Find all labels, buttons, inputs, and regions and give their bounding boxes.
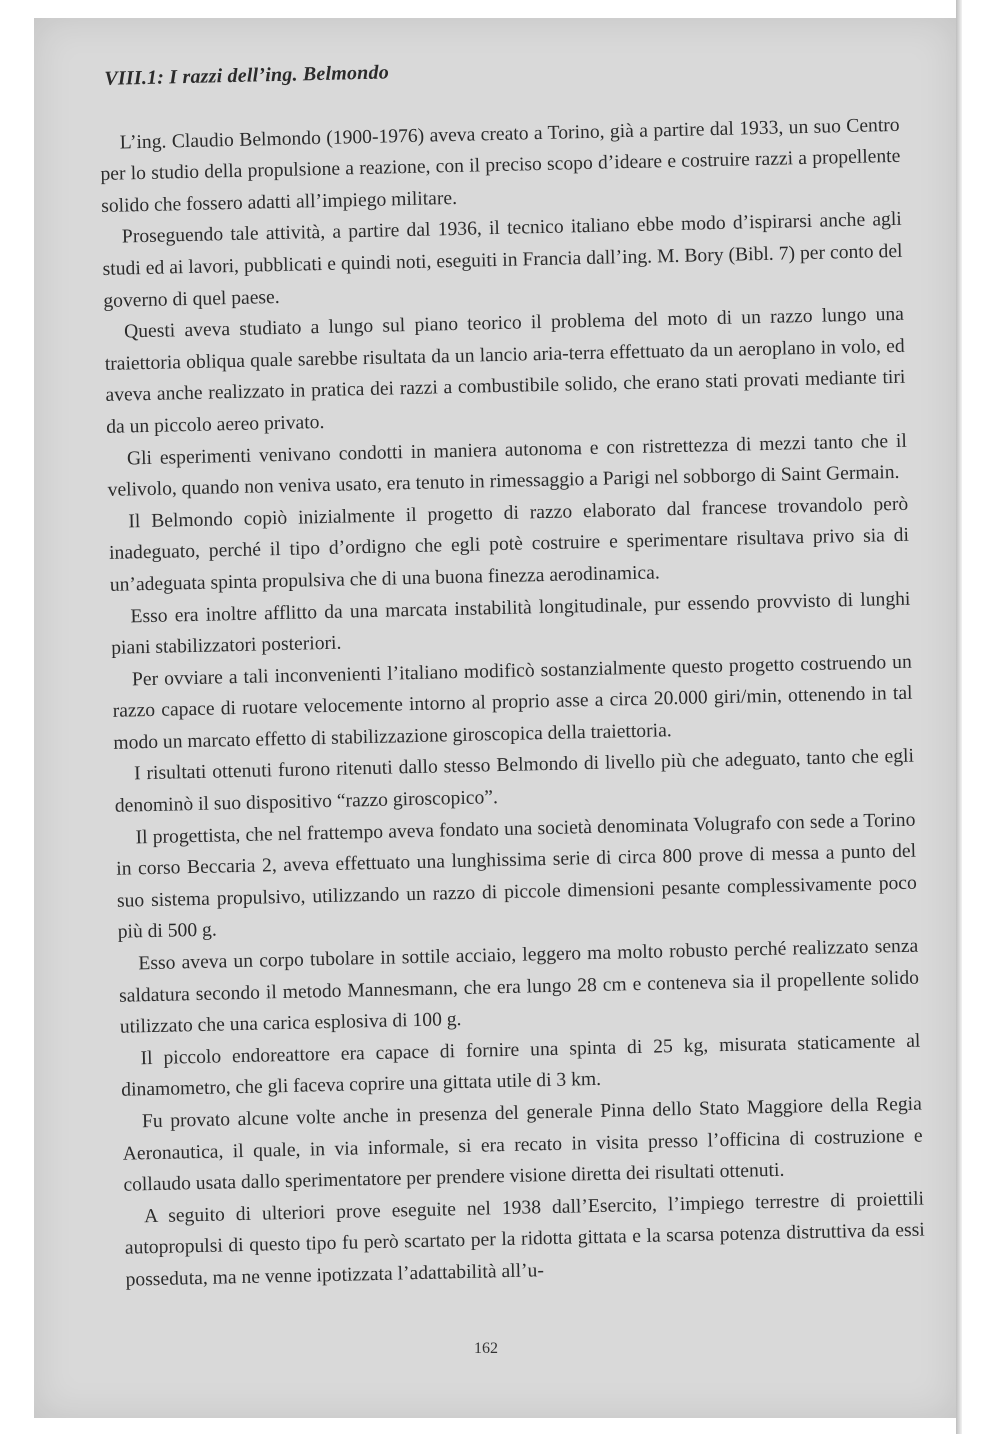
- paragraph: Questi aveva studiato a lungo sul piano teorico il problema del moto di un razzo lungo una traiettoria obliqua quale sarebbe risultata da un lancio aria-terra effettuato da un aeroplano in volo, ed aveva anche realizzato in pratica dei razzi a combustibile solido, che erano stati provati mediante tiri da un piccolo aereo privato.: [104, 303, 906, 438]
- binding-edge: [956, 0, 962, 1434]
- paragraph: Esso aveva un corpo tubolare in sottile acciaio, leggero ma molto robusto perché realizzato senza saldatura secondo il metodo Mannesmann, che era lungo 28 cm e conteneva sia il propellente solido utilizzato che una carica esplosiva di 100 g.: [118, 935, 920, 1038]
- paragraph: Proseguendo tale attività, a partire dal 1936, il tecnico italiano ebbe modo d’ispirarsi anche agli studi ed ai lavori, pubblicati e quindi noti, eseguiti in Francia dall’ing. M. Bory (Bibl. 7) per conto del governo di quel paese.: [102, 209, 903, 312]
- paragraph: Per ovviare a tali inconvenienti l’italiano modificò sostanzialmente questo progetto costruendo un razzo capace di ruotare velocemente intorno al proprio asse a circa 20.000 giri/min, ottenendo in tal modo un marcato effetto di stabilizzazione giroscopica della traiettoria.: [112, 651, 913, 754]
- paragraph: Fu provato alcune volte anche in presenza del generale Pinna dello Stato Maggiore della Regia Aeronautica, il quale, in via informale, si era recato in visita presso l’officina di costruzione e collaudo usata dallo sperimentatore per prendere visione diretta dei risultati ottenuti.: [122, 1093, 923, 1196]
- paragraph: I risultati ottenuti furono ritenuti dallo stesso Belmondo di livello più che adeguato, tanto che egli denominò il suo dispositivo “razzo giroscopico”.: [114, 746, 915, 817]
- paragraph: Esso era inoltre afflitto da una marcata instabilità longitudinale, pur essendo provvisto di lunghi piani stabilizzatori posteriori.: [111, 588, 911, 659]
- paragraph: Il Belmondo copiò inizialmente il progetto di razzo elaborato dal francese trovandolo però inadeguato, perché il tipo d’ordigno che egli potè costruire e sperimentare risultava privo sia di un’adeguata spinta propulsiva che di una buona finezza aerodinamica.: [108, 493, 910, 596]
- page-number: 162: [474, 1340, 498, 1357]
- text-block: [98, 46, 926, 1296]
- paragraph: L’ing. Claudio Belmondo (1900-1976) aveva creato a Torino, già a partire dal 1933, un suo Centro per lo studio della propulsione a reazione, con il preciso scopo d’ideare e costruire razzi a propellente solido che fossero adatti all’impiego militare.: [100, 114, 901, 217]
- section-heading: VIII.1: I razzi dell’ing. Belmondo: [104, 61, 390, 90]
- paragraph: Il progettista, che nel frattempo aveva fondato una società denominata Volugrafo con sede a Torino in corso Beccaria 2, aveva effettuato una lunghissima serie di circa 800 prove di messa a punto del suo sistema propulsivo, utilizzando un razzo di piccole dimensioni pesante complessivamente poco più di 500 g.: [116, 809, 918, 944]
- paragraph: Il piccolo endoreattore era capace di fornire una spinta di 25 kg, misurata staticamente al dinamometro, che gli faceva coprire una gittata utile di 3 km.: [121, 1030, 921, 1102]
- paragraph: A seguito di ulteriori prove eseguite nel 1938 dall’Esercito, l’impiego terrestre di proiettili autopropulsi di questo tipo fu però scartato per la ridotta gittata e la scarsa potenza distruttiva da essi posseduta, ma ne venne ipotizzata l’adattabilità all’u-: [124, 1188, 925, 1291]
- paragraph: Gli esperimenti venivano condotti in maniera autonoma e con ristrettezza di mezzi tanto che il velivolo, quando non veniva usato, era tenuto in rimessaggio a Parigi nel sobborgo di Saint Germain.: [107, 430, 907, 502]
